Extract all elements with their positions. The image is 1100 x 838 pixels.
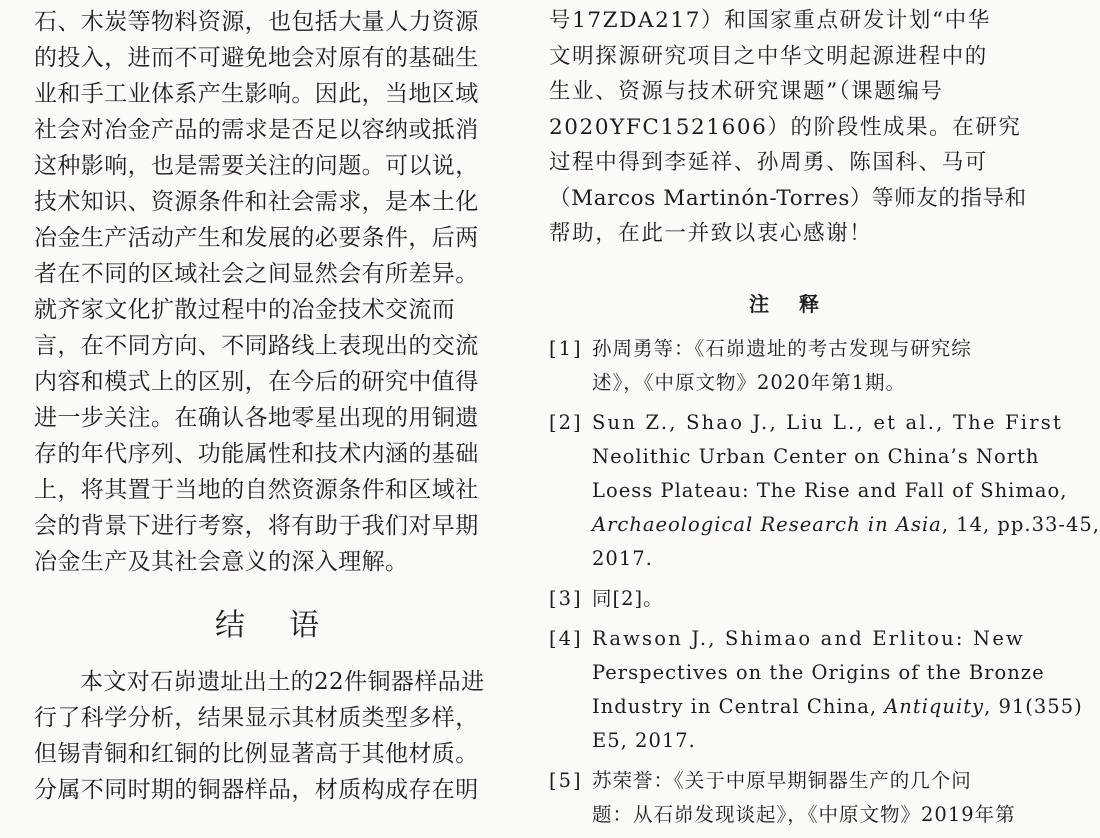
text-line: 业和手工业体系产生影响。因此，当地区域 — [34, 81, 479, 107]
note-item — [549, 406, 1100, 576]
note-number: [1] — [549, 336, 583, 360]
text-line: 行了科学分析，结果显示其材质类型多样， — [34, 705, 479, 731]
note-item — [549, 764, 1019, 832]
text-line: 上，将其置于当地的自然资源条件和区域社 — [34, 477, 479, 503]
note-line: Loess Plateau: The Rise and Fall of Shimao, — [592, 478, 1068, 502]
text-line: 过程中得到李延祥、孙周勇、陈国科、马可 — [549, 150, 988, 175]
right-column — [549, 0, 1100, 838]
text-line: 生业、资源与技术研究课题”（课题编号 — [549, 79, 944, 104]
text-line: 这种影响，也是需要关注的问题。可以说， — [34, 153, 479, 179]
note-number: [2] — [549, 410, 583, 434]
text-line: 石、木炭等物料资源，也包括大量人力资源 — [34, 9, 479, 35]
text-line: 帮助，在此一并致以衷心感谢！ — [549, 221, 873, 246]
note-line: 述》，《中原文物》2020年第1期。 — [592, 370, 907, 394]
journal-title: Antiquity — [884, 694, 985, 718]
text-line: 冶金生产及其社会意义的深入理解。 — [34, 549, 409, 575]
text-line: 号17ZDA217）和国家重点研发计划“中华 — [549, 8, 991, 33]
note-number: [4] — [549, 626, 583, 650]
text-line: 冶金生产活动产生和发展的必要条件，后两 — [34, 225, 479, 251]
text-line: 内容和模式上的区别，在今后的研究中值得 — [34, 369, 479, 395]
note-line: Rawson J., Shimao and Erlitou: New — [592, 626, 1025, 650]
note-line: Neolithic Urban Center on China’s North — [592, 444, 1040, 468]
note-line: E5, 2017. — [592, 728, 696, 752]
note-line: 苏荣誉：《关于中原早期铜器生产的几个问 — [592, 768, 972, 792]
citation-detail: , 91(355) — [984, 694, 1083, 718]
note-line: Sun Z., Shao J., Liu L., et al., The First — [592, 410, 1064, 434]
text-line: 存的年代序列、功能属性和技术内涵的基础 — [34, 441, 479, 467]
note-line — [592, 508, 1100, 542]
note-line — [592, 690, 1083, 724]
text-line: 就齐家文化扩散过程中的冶金技术交流而 — [34, 297, 456, 323]
note-number: [3] — [549, 586, 583, 610]
text-line: 者在不同的区域社会之间显然会有所差异。 — [34, 261, 479, 287]
text-line: 的投入，进而不可避免地会对原有的基础生 — [34, 45, 479, 71]
text-line: 但锡青铜和红铜的比例显著高于其他材质。 — [34, 741, 479, 767]
note-number: [5] — [549, 768, 583, 792]
text-line: 技术知识、资源条件和社会需求，是本土化 — [34, 189, 479, 215]
note-line: Perspectives on the Origins of the Bronze — [592, 660, 1045, 684]
note-line: 孙周勇等：《石峁遗址的考古发现与研究综 — [592, 336, 972, 360]
conclusion-heading: 结语 — [215, 608, 363, 643]
text-line: 会的背景下进行考察，将有助于我们对早期 — [34, 513, 479, 539]
note-line: 同[2]。 — [592, 586, 664, 610]
note-item — [549, 332, 1019, 400]
text-line: 言，在不同方向、不同路线上表现出的交流 — [34, 333, 479, 359]
text-line: 进一步关注。在确认各地零星出现的用铜遗 — [34, 405, 479, 431]
text-line: （Marcos Martinón-Torres）等师友的指导和 — [549, 185, 1027, 211]
note-item — [549, 582, 1019, 616]
citation-detail: , 14, pp.33-45, — [941, 512, 1100, 536]
text-line: 本文对石峁遗址出土的22件铜器样品进 — [80, 669, 485, 695]
text-line: 2020YFC1521606）的阶段性成果。在研究 — [549, 114, 1022, 140]
text-line: 文明探源研究项目之中华文明起源进程中的 — [549, 43, 988, 69]
text-line: 社会对冶金产品的需求是否足以容纳或抵消 — [34, 117, 479, 143]
left-column — [34, 0, 500, 808]
note-item — [549, 622, 1083, 758]
note-line: 题：从石峁发现谈起》，《中原文物》2019年第 — [592, 802, 1016, 826]
citation-detail: Industry in Central China, — [592, 694, 885, 718]
text-line: 分属不同时期的铜器样品，材质构成存在明 — [34, 777, 479, 803]
note-line: 2017. — [592, 546, 653, 570]
notes-heading: 注释 — [749, 291, 849, 316]
journal-title: Archaeological Research in Asia — [592, 512, 942, 536]
